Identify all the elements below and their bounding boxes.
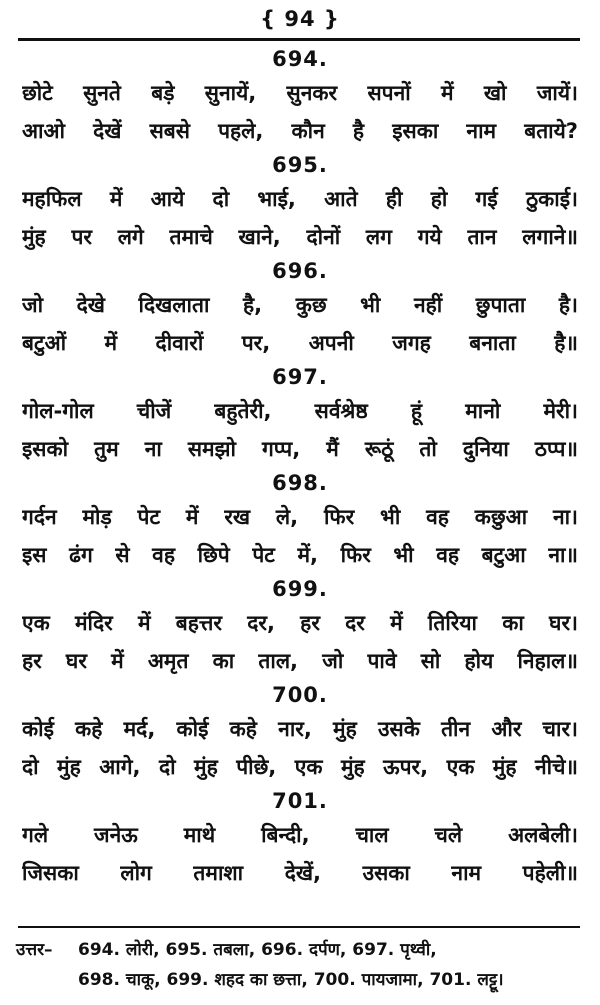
answer-label: उत्तर– <box>16 940 53 960</box>
riddle-number: 697. <box>272 365 328 389</box>
riddle-line: महफिल में आये दो भाई, आते ही हो गई ठुकाई। <box>22 187 578 211</box>
riddle <box>22 256 578 362</box>
riddle <box>22 786 578 892</box>
riddle <box>22 150 578 256</box>
riddle-line: बटुओं में दीवारों पर, अपनी जगह बनाता है॥ <box>22 331 578 355</box>
riddle-line: जिसका लोग तमाशा देखें, उसका नाम पहेली॥ <box>22 861 578 885</box>
riddle-line: एक मंदिर में बहत्तर दर, हर दर में तिरिया का घर। <box>22 611 578 635</box>
answer-key <box>16 935 586 995</box>
answer-row <box>16 935 586 965</box>
riddle-number: 694. <box>272 47 328 71</box>
answer-text: 694. लोरी, 695. तबला, 696. दर्पण, 697. पृथ्वी, <box>78 940 437 960</box>
riddle-number: 695. <box>272 153 328 177</box>
riddle-line: इसको तुम ना समझो गप्प, मैं रूठूं तो दुनिया ठप्प॥ <box>22 437 578 461</box>
riddle-line: आओ देखें सबसे पहले, कौन है इसका नाम बताये? <box>22 119 578 143</box>
answer-indent <box>16 965 78 995</box>
header-rule <box>18 38 580 41</box>
riddle-line: गले जनेऊ माथे बिन्दी, चाल चले अलबेली। <box>22 823 578 847</box>
answers-rule <box>18 926 580 928</box>
riddle-line: गोल-गोल चीजें बहुतेरी, सर्वश्रेष्ठ हूं मानो मेरी। <box>22 399 578 423</box>
page-number: { 94 } <box>260 7 340 31</box>
riddle-number: 701. <box>272 789 328 813</box>
riddle <box>22 362 578 468</box>
riddle-number: 700. <box>272 683 328 707</box>
riddle-line: मुंह पर लगे तमाचे खाने, दोनों लग गये तान लगाने॥ <box>22 225 578 249</box>
answer-row <box>16 965 586 995</box>
riddle-number: 696. <box>272 259 328 283</box>
riddle-line: इस ढंग से वह छिपे पेट में, फिर भी वह बटुआ ना॥ <box>22 543 578 567</box>
riddle-line: हर घर में अमृत का ताल, जो पावे सो होय निहाल॥ <box>22 649 578 673</box>
answer-text: 698. चाकू, 699. शहद का छत्ता, 700. पायजामा, 701. लट्टू। <box>78 970 504 990</box>
riddle <box>22 44 578 150</box>
riddle <box>22 574 578 680</box>
riddle-line: दो मुंह आगे, दो मुंह पीछे, एक मुंह ऊपर, एक मुंह नीचे॥ <box>22 755 578 779</box>
riddle-list <box>22 44 578 892</box>
riddle-line: छोटे सुनते बड़े सुनायें, सुनकर सपनों में खो जायें। <box>22 81 578 105</box>
riddle <box>22 680 578 786</box>
riddle-line: गर्दन मोड़ पेट में रख ले, फिर भी वह कछुआ ना। <box>22 505 578 529</box>
riddle-number: 699. <box>272 577 328 601</box>
riddle-line: कोई कहे मर्द, कोई कहे नार, मुंह उसके तीन और चार। <box>22 717 578 741</box>
riddle-number: 698. <box>272 471 328 495</box>
riddle-line: जो देखे दिखलाता है, कुछ भी नहीं छुपाता है। <box>22 293 578 317</box>
riddle <box>22 468 578 574</box>
